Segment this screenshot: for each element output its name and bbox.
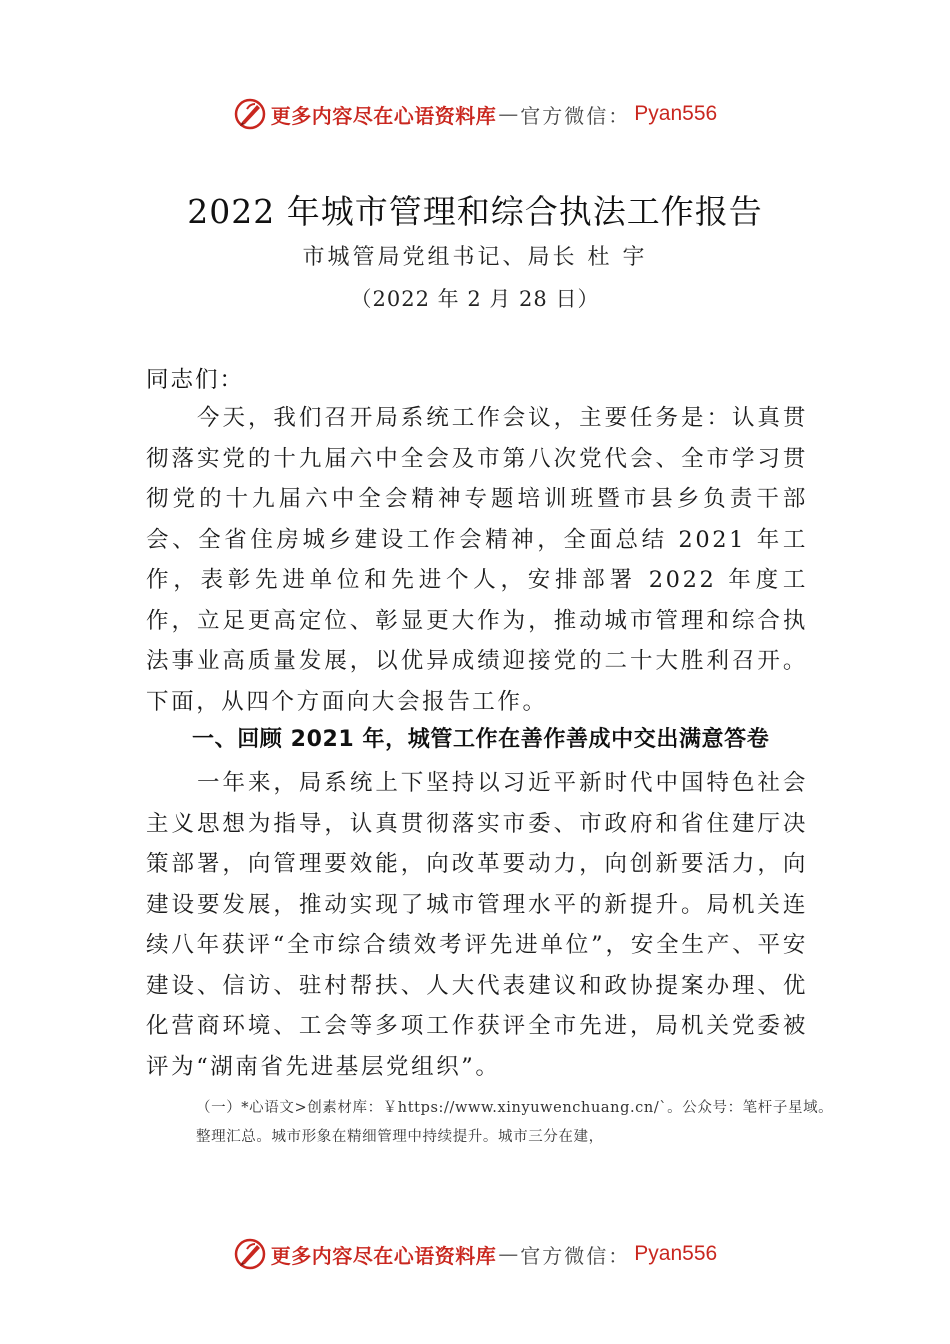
banner-wechat-label: 官方微信： bbox=[520, 103, 631, 128]
document-author: 市城管局党组书记、局长 杜 宇 bbox=[302, 245, 648, 270]
banner-wechat-label: 官方微信： bbox=[520, 1243, 631, 1268]
footnote: （一）*心语文>创素材库：￥https://www.xinyuwenchuang.cn/`。公众号：笔杆子星域。整理汇总。城市形象在精细管理中持续提升。城市三分在建， bbox=[196, 1100, 834, 1145]
quill-pen-logo-icon bbox=[233, 1237, 267, 1271]
header-banner bbox=[0, 94, 950, 134]
quill-pen-logo-icon bbox=[233, 97, 267, 131]
banner-separator: — bbox=[498, 102, 519, 126]
banner-wechat-id: Pyan556 bbox=[634, 102, 718, 125]
banner-site-name: 更多内容尽在心语资料库 bbox=[270, 1243, 497, 1268]
banner-separator: — bbox=[498, 1242, 519, 1266]
paragraph-review: 一年来，局系统上下坚持以习近平新时代中国特色社会主义思想为指导，认真贯彻落实市委、市政府和省住建厅决策部署，向管理要效能，向改革要动力，向创新要活力，向建设要发展，推动实现了城市管理水平的新提升。局机关连续八年获评“全市综合绩效考评先进单位”，安全生产、平安建设、信访、驻村帮扶、人大代表建议和政协提案办理、优化营商环境、工会等多项工作获评全市先进，局机关党委被评为“湖南省先进基层党组织”。 bbox=[146, 770, 808, 1080]
document-date: （2022 年 2 月 28 日） bbox=[350, 287, 600, 311]
section-heading-1: 一、回顾 2021 年，城管工作在善作善成中交出满意答卷 bbox=[192, 727, 770, 752]
document-title: 2022 年城市管理和综合执法工作报告 bbox=[187, 192, 763, 231]
banner-site-name: 更多内容尽在心语资料库 bbox=[270, 103, 497, 128]
greeting: 同志们： bbox=[146, 367, 245, 393]
paragraph-intro: 今天，我们召开局系统工作会议，主要任务是：认真贯彻落实党的十九届六中全会及市第八次党代会、全市学习贯彻党的十九届六中全会精神专题培训班暨市县乡负责干部会、全省住房城乡建设工作会精神，全面总结 2021 年工作，表彰先进单位和先进个人，安排部署 2022 年度工作，立足更高定位、彰显更大作为，推动城市管理和综合执法事业高质量发展，以优异成绩迎接党的二十大胜利召开。下面，从四个方面向大会报告工作。 bbox=[146, 405, 808, 715]
footer-banner bbox=[0, 1234, 950, 1274]
banner-wechat-id: Pyan556 bbox=[634, 1242, 718, 1265]
